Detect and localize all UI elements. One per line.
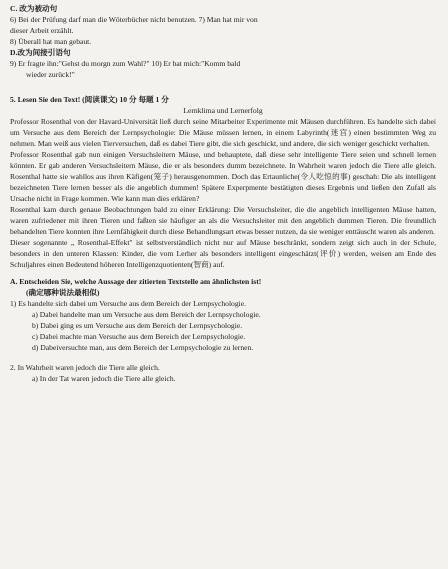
question-2: 2. In Wahrheit waren jedoch die Tiere alle gleich. (10, 363, 160, 372)
exercise-8: 8) Überall hat man gebaut. (10, 37, 92, 46)
text-subtitle: Lernklima und Lernerfolg (183, 106, 263, 115)
section-5-title: 5. Lesen Sie den Text! (阅读课文) 10 分 每题 1 分 (10, 95, 169, 104)
section-c-header: C. 改为被动句 (10, 4, 58, 13)
question-1-option-d: d) Dabeiversuchte man, aus dem Bereich der Lernpsychologie zu lernen. (32, 343, 254, 352)
question-2-option-a: a) In der Tat waren jedoch die Tiere alle gleich. (32, 374, 176, 383)
question-1-option-c: c) Dabei machte man Versuche aus dem Bereich der Lernpsychologie. (32, 332, 246, 341)
paragraph-1: Professor Rosenthal von der Havard-Universität ließ durch seine Mitarbeiter Experimente mit Mäusen durchführen. Es handelte sich dabei um Versuche aus dem Bereich der Lernpsychologie: Die Mäuse müssen lernen, in einem Labyrinth(迷宫) einen bestimmten Weg zu nehmen. Man weiß aus vielen Tierversuchen, daß es dabei Tiere gibt, die sich geschickt, und andere, die sich weniger geschickt verhalten. (10, 117, 436, 148)
section-d-header: D.改为间接引语句 (10, 48, 71, 57)
exercise-6-7: 6) Bei der Prüfung darf man die Wöterbücher nicht benutzen. 7) Man hat mir von (10, 15, 258, 24)
part-a-title-cn: (确定哪种说法最相似) (26, 288, 100, 297)
exercise-6-7-cont: dieser Arbeit erzählt. (10, 26, 74, 35)
question-1-option-b: b) Dabei ging es um Versuche aus dem Bereich der Lernpsychologie. (32, 321, 243, 330)
paragraph-4: Dieser sogenannte „ Rosenthal-Effekt" ist selbstverständlich nicht nur auf Mäuse beschränkt, sondern zeigt sich auch in der Schule, besonders in den unteren Klassen: Kinder, die vom Lerher als besonders intelligent eingeschätzt(评价) werden, weisen am Ende des Schuljahres einen Bedeutend höheren Intelligenzquotienten(智商) auf. (10, 238, 436, 269)
exercise-9-10-cont: wieder zurück!" (26, 70, 75, 79)
question-1: 1) Es handelte sich dabei um Versuche aus dem Bereich der Lernpsychologie. (10, 299, 247, 308)
paragraph-2: Professor Rosenthal gab nun einigen Versuchsleitern Mäuse, und behauptete, daß diese sehr intelligente Tiere seien und schnell lernen könnten. Er gab anderen Versuchsleitern Mäuse, die er als besonders dumm bezeichnete. In Wahrheit waren jedoch die Tiere alle gleich. Rosenthal hatte sie wahllos aus ihren Käfigen(笼子) herausgenommen. Doch das Ertaunliche(令人吃惊的事) geschah: Die als intelligent bezeichneten Tiere lernen besser als die angeblich dummen! Spätere Experpmente bestätigten dieses Ergebnis und ließen den Zufall als Ursache nicht in Frage kommen. Wie kann man dies erklären? (10, 150, 436, 203)
part-a-title: A. Entscheiden Sie, welche Aussage der zitierten Textstelle am ähnlichsten ist! (10, 277, 262, 286)
question-1-option-a: a) Dabei handelte man um Versuche aus dem Bereich der Lernpsychologie. (32, 310, 261, 319)
exercise-9-10: 9) Er fragte ihn:"Gehst du morgn zum Wahl?" 10) Er bat mich:"Komm bald (10, 59, 241, 68)
paragraph-3: Rosenthal kam durch genaue Beobachtungen bald zu einer Erklärung: Die Versuchsleiter, die die angeblich intelligenten Mäuse hatten, waren zufriedener mit ihren Tieren und faßten sie häufiger an als die Versuchsleiter mit den angeblich dummen Tieren. Die freundlich behandelten Tiere konnten ihre Lernfähigkeit durch diese Behandlungsart etwas besser nutzen, da sie weniger enttäuscht waren als anderen. (10, 205, 436, 236)
